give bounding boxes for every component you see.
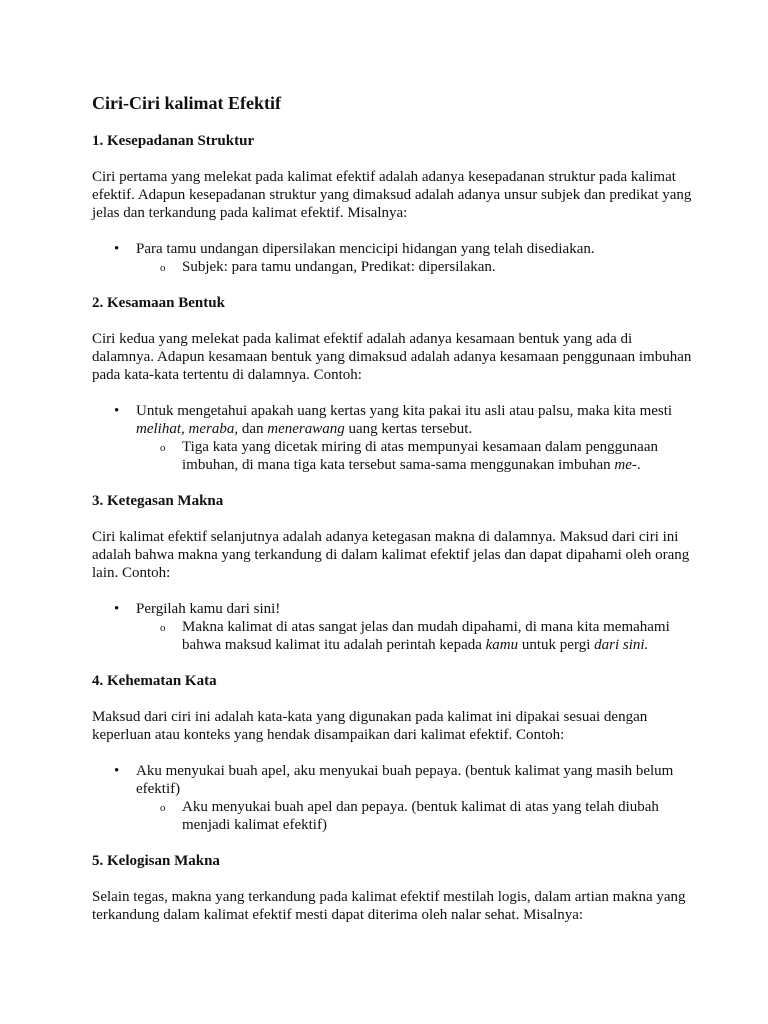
- bullet-item: [114, 600, 692, 654]
- section-heading: 1. Kesepadanan Struktur: [92, 133, 255, 149]
- bullet-icon: •: [114, 601, 120, 617]
- sub-list: [136, 618, 692, 654]
- bullet-list: [92, 240, 692, 276]
- section-paragraph: Ciri pertama yang melekat pada kalimat efektif adalah adanya kesepadanan struktur pada kalimat efektif. Adapun kesepadanan struktur yang dimaksud adalah adanya unsur subjek dan predikat yang jelas dan terkandung pada kalimat efektif. Misalnya:: [92, 169, 692, 221]
- bullet-text: [136, 403, 672, 437]
- document-content: [92, 92, 692, 942]
- sub-item: [160, 798, 692, 834]
- bullet-text: Aku menyukai buah apel, aku menyukai buah pepaya. (bentuk kalimat yang masih belum efektif): [136, 763, 674, 797]
- circle-bullet-icon: o: [160, 622, 166, 634]
- italic-text: me-: [614, 457, 637, 473]
- sub-item: [160, 438, 692, 474]
- section-paragraph: Ciri kedua yang melekat pada kalimat efektif adalah adanya kesamaan bentuk yang ada di dalamnya. Adapun kesamaan bentuk yang dimaksud adalah adanya kesamaan penggunaan imbuhan pada kata-kata tertentu di dalamnya. Contoh:: [92, 331, 692, 383]
- circle-bullet-icon: o: [160, 802, 166, 814]
- bullet-text: Para tamu undangan dipersilakan mencicipi hidangan yang telah disediakan.: [136, 241, 595, 257]
- circle-bullet-icon: o: [160, 442, 166, 454]
- bullet-list: [92, 402, 692, 474]
- sub-item: [160, 258, 692, 276]
- italic-text: kamu: [485, 637, 519, 653]
- sub-text: [182, 439, 658, 473]
- circle-bullet-icon: o: [160, 262, 166, 274]
- section-paragraph: Maksud dari ciri ini adalah kata-kata yang digunakan pada kalimat ini dipakai sesuai dengan keperluan atau konteks yang hendak disampaikan dari kalimat efektif. Contoh:: [92, 709, 648, 743]
- bullet-list: [92, 762, 692, 834]
- sub-list: [136, 258, 692, 276]
- section-heading: 4. Kehematan Kata: [92, 673, 217, 689]
- italic-text: menerawang: [267, 421, 345, 437]
- sub-list: [136, 798, 692, 834]
- section-heading: 3. Ketegasan Makna: [92, 493, 224, 509]
- section-heading: 2. Kesamaan Bentuk: [92, 295, 225, 311]
- sub-item: [160, 618, 692, 654]
- text-run: Untuk mengetahui apakah uang kertas yang kita pakai itu asli atau palsu, maka kita mesti: [136, 403, 673, 419]
- sub-text: [182, 619, 670, 653]
- bullet-icon: •: [114, 241, 120, 257]
- text-run: Tiga kata yang dicetak miring di atas mempunyai kesamaan dalam penggunaan imbuhan, di mana tiga kata tersebut sama-sama menggunakan imbuhan: [182, 439, 658, 473]
- section-paragraph: Selain tegas, makna yang terkandung pada kalimat efektif mestilah logis, dalam artian makna yang terkandung dalam kalimat efektif mesti dapat diterima oleh nalar sehat. Misalnya:: [92, 889, 686, 923]
- italic-text: dari sini.: [594, 637, 649, 653]
- bullet-item: [114, 762, 692, 834]
- document-title: Ciri-Ciri kalimat Efektif: [92, 93, 281, 113]
- bullet-text: Pergilah kamu dari sini!: [136, 601, 281, 617]
- italic-text: melihat, meraba,: [136, 421, 239, 437]
- section-paragraph: Ciri kalimat efektif selanjutnya adalah adanya ketegasan makna di dalamnya. Maksud dari ciri ini adalah bahwa makna yang terkandung di dalam kalimat efektif jelas dan dapat dipahami oleh orang lain. Contoh:: [92, 529, 690, 581]
- bullet-list: [92, 600, 692, 654]
- bullet-item: [114, 240, 692, 276]
- bullet-icon: •: [114, 403, 120, 419]
- text-run: .: [636, 457, 641, 473]
- sub-list: [136, 438, 692, 474]
- bullet-item: [114, 402, 692, 474]
- text-run: dan: [238, 421, 268, 437]
- sub-text: Subjek: para tamu undangan, Predikat: dipersilakan.: [182, 259, 496, 275]
- text-run: uang kertas tersebut.: [344, 421, 473, 437]
- bullet-icon: •: [114, 763, 120, 779]
- text-run: Makna kalimat di atas sangat jelas dan mudah dipahami, di mana kita memahami bahwa maksud kalimat itu adalah perintah kepada: [182, 619, 670, 653]
- sub-text: Aku menyukai buah apel dan pepaya. (bentuk kalimat di atas yang telah diubah menjadi kalimat efektif): [182, 799, 659, 833]
- text-run: untuk pergi: [518, 637, 595, 653]
- section-heading: 5. Kelogisan Makna: [92, 853, 220, 869]
